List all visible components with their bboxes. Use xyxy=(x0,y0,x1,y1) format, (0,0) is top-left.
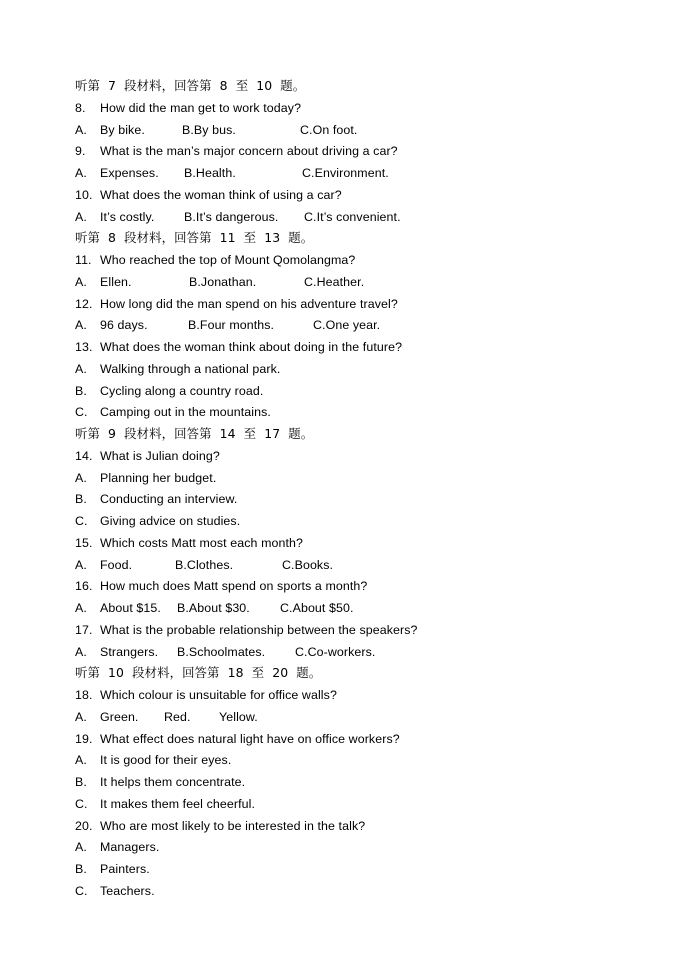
item-label: A. xyxy=(75,361,87,376)
item-label: A. xyxy=(75,753,87,768)
item-text: How much does Matt spend on sports a month? xyxy=(100,579,368,594)
item-label: C. xyxy=(75,796,88,811)
answer-option: B.Four months. xyxy=(188,318,275,333)
section-heading: 听第 7 段材料，回答第 8 至 10 题。 xyxy=(75,78,306,93)
item-label: C. xyxy=(75,405,88,420)
item-label: A. xyxy=(75,274,87,289)
item-text: What effect does natural light have on office workers? xyxy=(100,731,400,746)
answer-option: Yellow. xyxy=(219,709,258,724)
item-label: A. xyxy=(75,840,87,855)
item-label: A. xyxy=(75,122,87,137)
item-label: B. xyxy=(75,862,87,876)
item-text: Walking through a national park. xyxy=(100,361,281,376)
item-label: 20. xyxy=(75,818,93,833)
answer-option: It’s costly. xyxy=(100,209,155,224)
item-text: Which costs Matt most each month? xyxy=(100,535,304,550)
item-label: 10. xyxy=(75,187,93,202)
answer-option: C.About $50. xyxy=(280,601,354,615)
answer-option: Green. xyxy=(100,709,139,724)
item-text: What does the woman think about doing in the future? xyxy=(100,340,403,354)
item-label: B. xyxy=(75,492,87,507)
item-label: A. xyxy=(75,470,87,485)
item-label: 17. xyxy=(75,622,93,637)
item-label: C. xyxy=(75,514,88,528)
item-text: It makes them feel cheerful. xyxy=(100,796,255,811)
item-label: 13. xyxy=(75,340,93,354)
item-text: Camping out in the mountains. xyxy=(100,405,271,420)
answer-option: C.Books. xyxy=(282,557,334,572)
answer-option: C.Co-workers. xyxy=(295,644,376,659)
item-text: It helps them concentrate. xyxy=(100,775,246,789)
item-text: Teachers. xyxy=(100,883,155,898)
answer-option: About $15. xyxy=(100,601,161,615)
item-label: A. xyxy=(75,644,87,659)
item-text: How did the man get to work today? xyxy=(100,100,302,115)
item-label: A. xyxy=(75,601,87,615)
item-label: B. xyxy=(75,775,87,789)
answer-option: C.On foot. xyxy=(300,122,358,137)
item-text: Giving advice on studies. xyxy=(100,514,241,528)
item-label: 15. xyxy=(75,535,93,550)
answer-option: Food. xyxy=(100,557,133,572)
item-label: C. xyxy=(75,883,88,898)
item-label: 16. xyxy=(75,579,93,594)
item-text: Planning her budget. xyxy=(100,470,217,485)
item-label: 18. xyxy=(75,688,93,702)
answer-option: Strangers. xyxy=(100,644,159,659)
item-text: Conducting an interview. xyxy=(100,492,238,507)
answer-option: B.By bus. xyxy=(182,122,236,137)
answer-option: B.About $30. xyxy=(177,601,250,615)
section-heading: 听第 8 段材料，回答第 11 至 13 题。 xyxy=(75,230,314,246)
section-heading: 听第 9 段材料，回答第 14 至 17 题。 xyxy=(75,426,314,441)
answer-option: C.Environment. xyxy=(302,166,389,180)
answer-option: B.Schoolmates. xyxy=(177,644,266,659)
item-text: Cycling along a country road. xyxy=(100,383,264,398)
answer-option: B.Jonathan. xyxy=(189,274,257,289)
item-text: What does the woman think of using a car? xyxy=(100,187,342,202)
answer-option: By bike. xyxy=(100,122,145,137)
item-label: A. xyxy=(75,166,87,180)
answer-option: 96 days. xyxy=(100,318,148,333)
item-text: What is the probable relationship between the speakers? xyxy=(100,622,418,637)
item-text: Who reached the top of Mount Qomolangma? xyxy=(100,253,356,267)
item-label: A. xyxy=(75,318,87,333)
item-text: Painters. xyxy=(100,862,150,876)
item-text: How long did the man spend on his adventure travel? xyxy=(100,296,398,311)
item-label: A. xyxy=(75,709,87,724)
item-label: 8. xyxy=(75,100,86,115)
item-label: B. xyxy=(75,383,87,398)
section-heading: 听第 10 段材料，回答第 18 至 20 题。 xyxy=(75,665,322,681)
answer-option: B.Health. xyxy=(184,166,236,180)
item-text: What is Julian doing? xyxy=(100,448,220,463)
item-label: 9. xyxy=(75,144,86,159)
item-text: Who are most likely to be interested in the talk? xyxy=(100,818,366,833)
answer-option: Red. xyxy=(164,709,191,724)
answer-option: C.One year. xyxy=(313,318,381,333)
item-text: Managers. xyxy=(100,840,160,855)
answer-option: Ellen. xyxy=(100,274,132,289)
item-text: Which colour is unsuitable for office walls? xyxy=(100,688,337,702)
item-label: A. xyxy=(75,209,87,224)
item-text: It is good for their eyes. xyxy=(100,753,232,768)
answer-option: C.Heather. xyxy=(304,274,365,289)
item-label: 11. xyxy=(75,253,92,267)
item-label: 12. xyxy=(75,296,93,311)
item-label: A. xyxy=(75,557,87,572)
answer-option: B.Clothes. xyxy=(175,557,234,572)
item-text: What is the man’s major concern about driving a car? xyxy=(100,144,398,159)
item-label: 14. xyxy=(75,448,93,463)
answer-option: Expenses. xyxy=(100,166,159,180)
answer-option: C.It’s convenient. xyxy=(304,209,401,224)
item-label: 19. xyxy=(75,731,93,746)
answer-option: B.It’s dangerous. xyxy=(184,209,279,224)
